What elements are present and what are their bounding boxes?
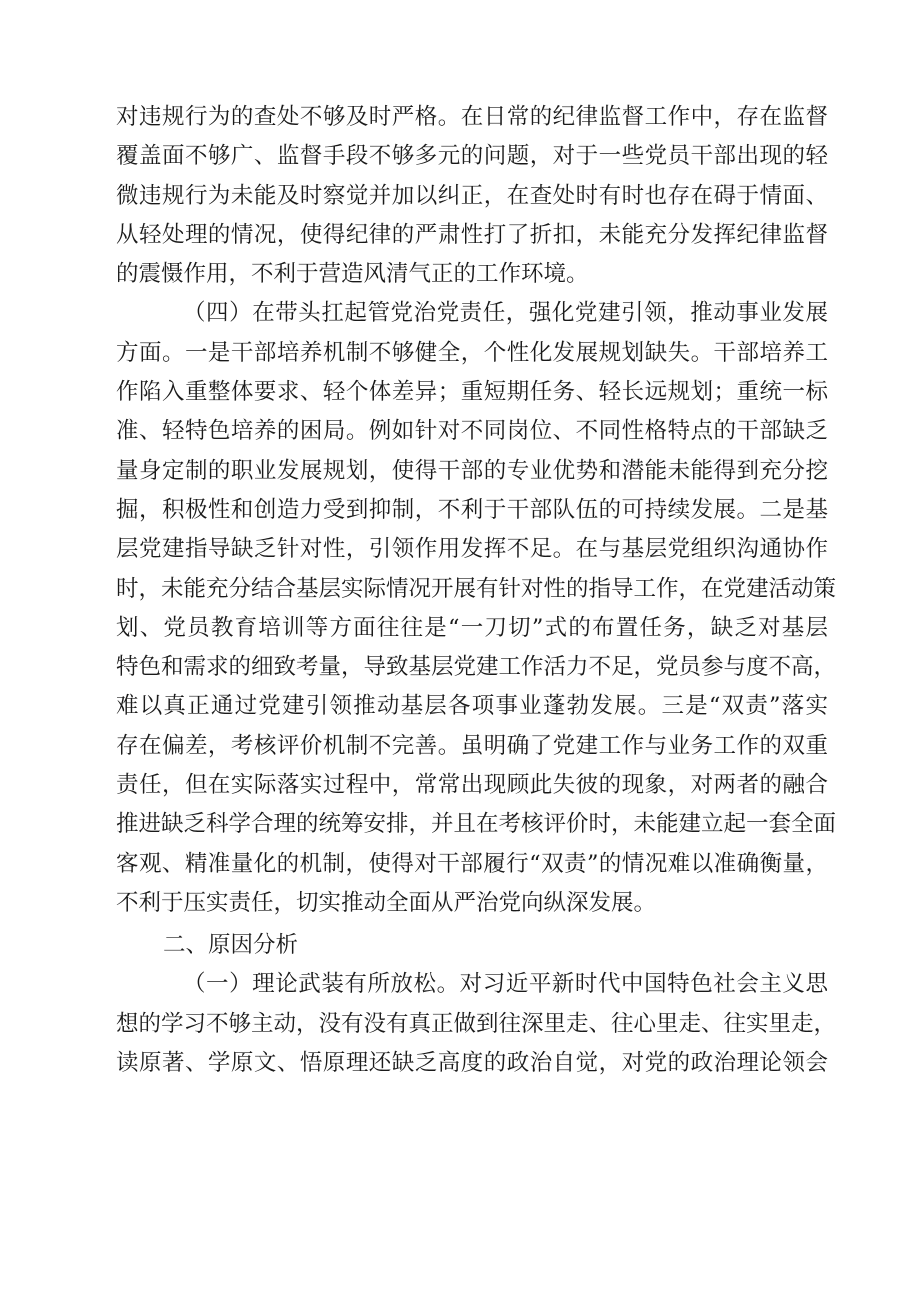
text-line: 从轻处理的情况，使得纪律的严肃性打了折扣，未能充分发挥纪律监督: [116, 221, 828, 248]
text-line: 对违规行为的查处不够及时严格。在日常的纪律监督工作中，存在监督: [116, 104, 828, 130]
text-line: 不利于压实责任，切实推动全面从严治党向纵深发展。: [116, 889, 657, 916]
text-line: 方面。一是干部培养机制不够健全，个性化发展规划缺失。干部培养工: [116, 339, 828, 366]
text-line: 时，未能充分结合基层实际情况开展有针对性的指导工作，在党建活动策: [116, 575, 837, 602]
text-line: 掘，积极性和创造力受到抑制，不利于干部队伍的可持续发展。二是基: [116, 496, 828, 523]
text-line: 读原著、学原文、悟原理还缺乏高度的政治自觉，对党的政治理论领会: [116, 1049, 828, 1076]
text-line: 量身定制的职业发展规划，使得干部的专业优势和潜能未能得到充分挖: [116, 457, 828, 484]
text-line: （一）理论武装有所放松。对习近平新时代中国特色社会主义思: [183, 971, 828, 998]
paragraph-theory-study: [116, 965, 837, 1083]
text-line: 特色和需求的细致考量，导致基层党建工作活力不足，党员参与度不高，: [116, 654, 837, 681]
text-line: 难以真正通过党建引领推动基层各项事业蓬勃发展。三是“双责”落实: [116, 693, 828, 720]
text-line: 准、轻特色培养的困局。例如针对不同岗位、不同性格特点的干部缺乏: [116, 418, 828, 445]
paragraph-discipline-supervision: [116, 98, 828, 294]
text-line: 客观、精准量化的机制，使得对干部履行“双责”的情况难以准确衡量，: [116, 850, 828, 877]
document-body: [116, 98, 837, 1083]
text-line: 微违规行为未能及时察觉并加以纠正，在查处时有时也存在碍于情面、: [116, 182, 828, 209]
text-line: 存在偏差，考核评价机制不完善。虽明确了党建工作与业务工作的双重: [116, 732, 828, 759]
section-heading-cause-analysis: 二、原因分析: [163, 932, 299, 959]
text-line: （四）在带头扛起管党治党责任，强化党建引领，推动事业发展: [183, 300, 828, 327]
paragraph-party-building-responsibility: [116, 294, 837, 923]
text-line: 推进缺乏科学合理的统筹安排，并且在考核评价时，未能建立起一套全面: [116, 811, 837, 838]
text-line: 层党建指导缺乏针对性，引领作用发挥不足。在与基层党组织沟通协作: [116, 536, 828, 563]
text-line: 划、党员教育培训等方面往往是“一刀切”式的布置任务，缺乏对基层: [116, 614, 828, 641]
text-line: 作陷入重整体要求、轻个体差异；重短期任务、轻长远规划；重统一标: [116, 379, 828, 406]
text-line: 责任，但在实际落实过程中，常常出现顾此失彼的现象，对两者的融合: [116, 772, 828, 799]
text-line: 的震慑作用，不利于营造风清气正的工作环境。: [116, 261, 589, 288]
text-line: 想的学习不够主动，没有没有真正做到往深里走、往心里走、往实里走，: [116, 1010, 837, 1037]
text-line: 覆盖面不够广、监督手段不够多元的问题，对于一些党员干部出现的轻: [116, 143, 828, 170]
